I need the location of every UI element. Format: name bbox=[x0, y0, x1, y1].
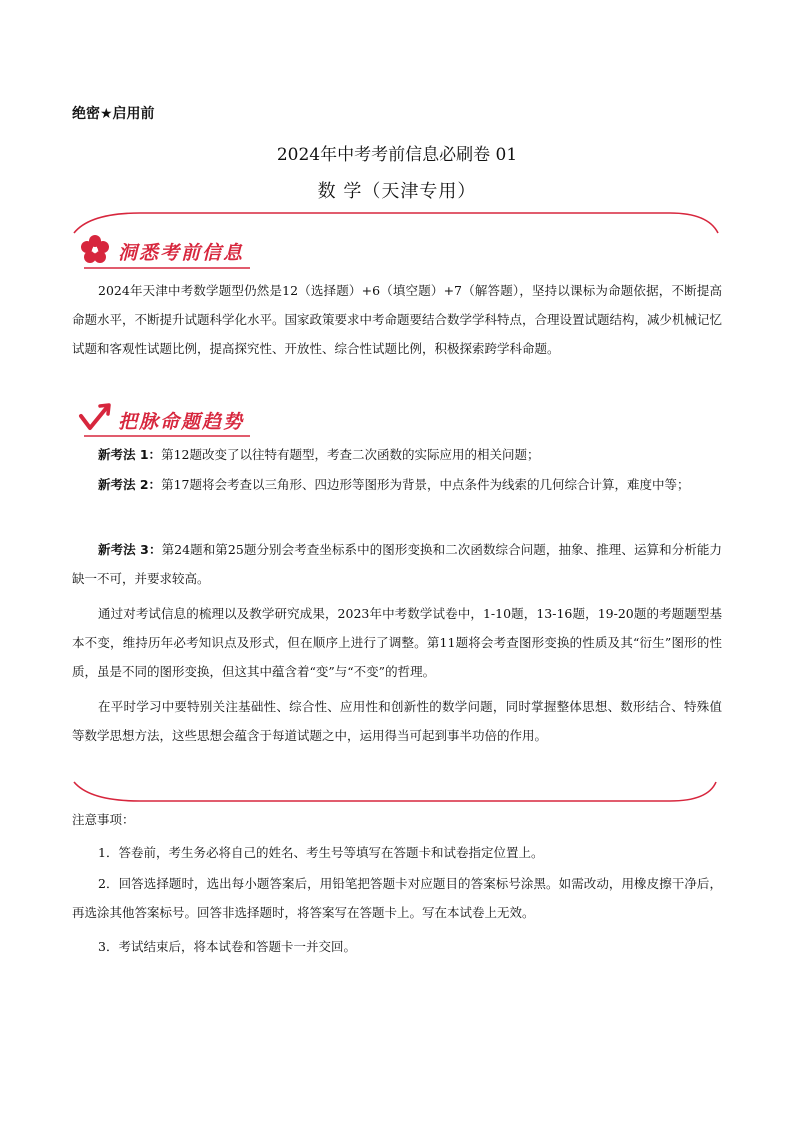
frame-bottom-arc bbox=[74, 782, 716, 801]
trend-arrow-icon bbox=[78, 402, 112, 438]
page-subtitle: 数 学（天津专用） bbox=[317, 181, 477, 202]
section-info-paragraph: 2024年天津中考数学题型仍然是12（选择题）+6（填空题）+7（解答题），坚持以课标为命题依据，不断提高命题水平，不断提升试题科学化水平。国家政策要求中考命题要结合数学学科特点，合理设置试题结构，减少机械记忆试题和客观性试题比例，提高探究性、开放性、综合性试题比例，积极探索跨学科命题。 bbox=[72, 283, 723, 356]
section-trend-title: 把脉命题趋势 bbox=[118, 410, 245, 433]
section-info-title: 洞悉考前信息 bbox=[118, 241, 245, 264]
confidential-label: 绝密★启用前 bbox=[72, 106, 155, 122]
flower-icon bbox=[80, 234, 110, 268]
trend-item-label: 新考法 3： bbox=[98, 542, 162, 557]
note-item-1: 1．答卷前，考生务必将自己的姓名、考生号等填写在答题卡和试卷指定位置上。 bbox=[98, 845, 544, 860]
trend-paragraph-2: 在平时学习中要特别关注基础性、综合性、应用性和创新性的数学问题，同时掌握整体思想、数形结合、特殊值等数学思想方法，这些思想会蕴含于每道试题之中，运用得当可起到事半功倍的作用。 bbox=[72, 699, 722, 743]
notes-title: 注意事项： bbox=[72, 812, 135, 827]
trend-item-1 bbox=[72, 440, 722, 469]
trend-item-text: 第24题和第25题分别会考查坐标系中的图形变换和二次函数综合问题，抽象、推理、运算和分析能力缺一不可，并要求较高。 bbox=[72, 542, 722, 586]
trend-item-2 bbox=[72, 470, 722, 499]
trend-paragraph-1: 通过对考试信息的梳理以及教学研究成果，2023年中考数学试卷中，1-10题，13-16题，19-20题的考题题型基本不变，维持历年必考知识点及形式，但在顺序上进行了调整。第11题将会考查图形变换的性质及其“衍生”图形的性质，虽是不同的图形变换，但这其中蕴含着“变”与“不变”的哲理。 bbox=[72, 606, 722, 679]
section-trend-heading bbox=[78, 402, 244, 438]
trend-item-3 bbox=[72, 535, 722, 593]
trend-item-text: 第17题将会考查以三角形、四边形等图形为背景，中点条件为线索的几何综合计算，难度中等； bbox=[161, 477, 690, 492]
trend-item-label: 新考法 1： bbox=[98, 447, 162, 462]
note-item-3: 3．考试结束后，将本试卷和答题卡一并交回。 bbox=[98, 939, 356, 954]
note-item-2: 2．回答选择题时，选出每小题答案后，用铅笔把答题卡对应题目的答案标号涂黑。如需改动，用橡皮擦干净后，再选涂其他答案标号。回答非选择题时，将答案写在答题卡上。写在本试卷上无效。 bbox=[72, 876, 722, 920]
page-title: 2024年中考考前信息必刷卷 01 bbox=[276, 145, 518, 165]
trend-item-text: 第12题改变了以往特有题型，考查二次函数的实际应用的相关问题； bbox=[161, 447, 540, 462]
frame-top-arc bbox=[74, 213, 718, 233]
section-info-heading bbox=[80, 234, 244, 268]
trend-item-label: 新考法 2： bbox=[98, 477, 162, 492]
